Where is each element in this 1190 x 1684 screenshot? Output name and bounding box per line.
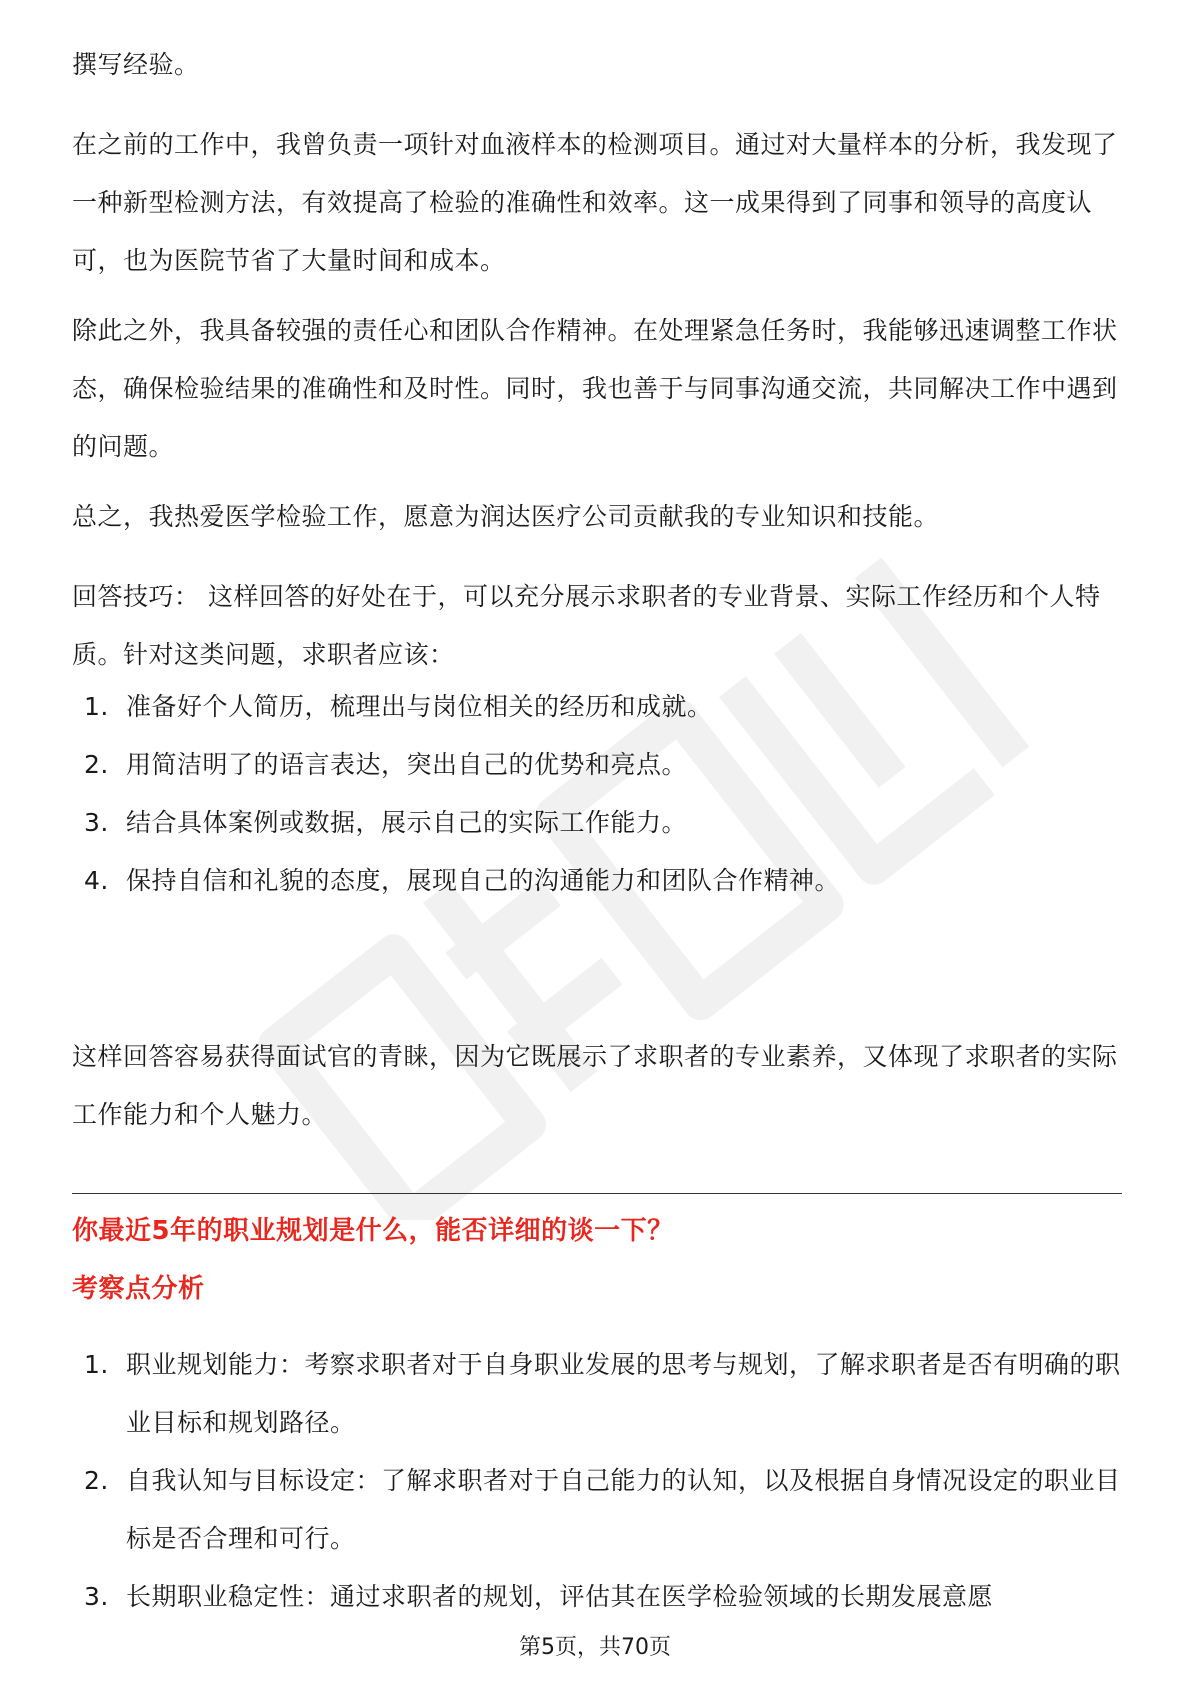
list-item-text: 保持自信和礼貌的态度，展现自己的沟通能力和团队合作精神。 xyxy=(126,866,841,895)
list-item-text: 长期职业稳定性：通过求职者的规划，评估其在医学检验领域的长期发展意愿 xyxy=(126,1582,994,1611)
question-title: 你最近5年的职业规划是什么，能否详细的谈一下？ xyxy=(72,1216,674,1246)
list-number: 1. xyxy=(84,1350,109,1379)
tips-list xyxy=(72,690,1122,922)
paragraph-summary: 总之，我热爱医学检验工作，愿意为润达医疗公司贡献我的专业知识和技能。 xyxy=(72,502,940,531)
list-item-text: 结合具体案例或数据，展示自己的实际工作能力。 xyxy=(126,808,688,837)
page-number-footer: 第5页，共70页 xyxy=(519,1635,671,1660)
paragraph-responsibility: 除此之外，我具备较强的责任心和团队合作精神。在处理紧急任务时，我能够迅速调整工作状态，确保检验结果的准确性和及时性。同时，我也善于与同事沟通交流，共同解决工作中遇到的问题。 xyxy=(72,316,1118,461)
list-number: 1. xyxy=(84,692,109,721)
list-number: 2. xyxy=(84,750,109,779)
paragraph-writing-experience: 撰写经验。 xyxy=(72,50,200,79)
list-item-text: 自我认知与目标设定：了解求职者对于自己能力的认知，以及根据自身情况设定的职业目标是否合理和可行。 xyxy=(126,1466,1121,1553)
list-item xyxy=(72,1452,1122,1568)
list-item xyxy=(72,748,1122,782)
list-number: 2. xyxy=(84,1466,109,1495)
paragraph-answer-tips: 回答技巧： 这样回答的好处在于，可以充分展示求职者的专业背景、实际工作经历和个人特质。针对这类问题，求职者应该： xyxy=(72,582,1101,669)
list-number: 4. xyxy=(84,866,109,895)
list-item-text: 用简洁明了的语言表达，突出自己的优势和亮点。 xyxy=(126,750,688,779)
paragraph-conclusion: 这样回答容易获得面试官的青睐，因为它既展示了求职者的专业素养，又体现了求职者的实际工作能力和个人魅力。 xyxy=(72,1042,1118,1129)
list-item xyxy=(72,806,1122,840)
section-divider xyxy=(72,1193,1122,1194)
list-item xyxy=(72,690,1122,724)
analysis-list xyxy=(72,1336,1122,1626)
list-item-text: 准备好个人简历，梳理出与岗位相关的经历和成就。 xyxy=(126,692,713,721)
list-item xyxy=(72,1336,1122,1452)
list-item xyxy=(72,864,1122,898)
paragraph-previous-work: 在之前的工作中，我曾负责一项针对血液样本的检测项目。通过对大量样本的分析，我发现了一种新型检测方法，有效提高了检验的准确性和效率。这一成果得到了同事和领导的高度认可，也为医院节省了大量时间和成本。 xyxy=(72,130,1118,275)
list-number: 3. xyxy=(84,808,109,837)
list-number: 3. xyxy=(84,1582,109,1611)
list-item xyxy=(72,1568,1122,1626)
list-item-text: 职业规划能力：考察求职者对于自身职业发展的思考与规划，了解求职者是否有明确的职业目标和规划路径。 xyxy=(126,1350,1121,1437)
analysis-heading: 考察点分析 xyxy=(72,1274,205,1304)
